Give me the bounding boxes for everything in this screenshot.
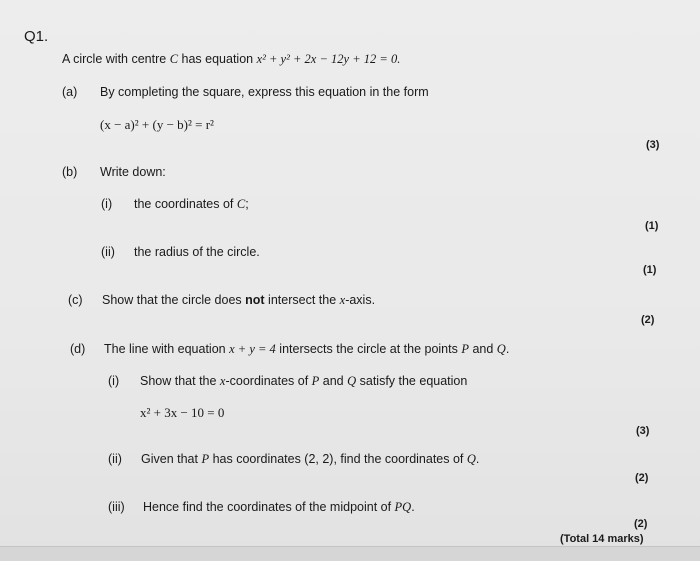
- part-a-form: (x − a)² + (y − b)² = r²: [100, 117, 214, 132]
- part-d-iii-marks: (2): [634, 518, 648, 530]
- part-d-i-pre: Show that the: [140, 374, 220, 388]
- part-b-i-marks: (1): [645, 220, 659, 232]
- intro-pre: A circle with centre: [62, 52, 170, 66]
- part-d-i-label: (i): [108, 374, 120, 388]
- part-c-label: (c): [68, 293, 83, 307]
- part-b-i-text: [134, 197, 249, 212]
- part-b-label: (b): [62, 165, 78, 179]
- intro-mid: has equation: [178, 52, 257, 66]
- part-c-marks: (2): [641, 314, 655, 326]
- part-d-ii-text: [141, 452, 479, 467]
- part-d-i-q: Q: [347, 374, 357, 388]
- part-c-pre: Show that the circle does: [102, 293, 246, 307]
- part-d-i-p: P: [311, 374, 320, 388]
- part-d-p: P: [461, 342, 469, 356]
- part-d-label: (d): [70, 342, 86, 356]
- part-c-text: [102, 293, 375, 308]
- part-d-ii-marks: (2): [635, 472, 649, 484]
- part-b-text: Write down:: [100, 165, 166, 179]
- part-d-i-x: x: [219, 374, 226, 388]
- part-d-ii-p: P: [201, 452, 210, 466]
- part-c-axis: x: [339, 293, 346, 307]
- part-d-i-marks: (3): [636, 425, 650, 437]
- part-d-text: [104, 342, 509, 357]
- total-marks: (Total 14 marks): [560, 533, 644, 545]
- part-d-ii-pre: Given that: [141, 452, 202, 466]
- part-b-ii-label: (ii): [101, 245, 115, 259]
- part-c-post: intersect the: [264, 293, 340, 307]
- part-b-ii-marks: (1): [643, 264, 657, 276]
- part-d-pre: The line with equation: [104, 342, 230, 356]
- question-intro: [62, 52, 400, 67]
- page-bottom-edge: [0, 546, 700, 561]
- part-a-label: (a): [62, 85, 78, 99]
- part-a-text: By completing the square, express this equation in the form: [100, 85, 429, 99]
- part-d-ii-label: (ii): [108, 452, 122, 466]
- part-b-i-pre: the coordinates of: [134, 197, 237, 211]
- part-d-i-and: and: [319, 374, 348, 388]
- part-b-ii-text: the radius of the circle.: [134, 245, 260, 259]
- part-d-i-mid: -coordinates of: [225, 374, 312, 388]
- part-d-iii-label: (iii): [108, 500, 125, 514]
- part-d-iii-pq: PQ: [394, 500, 412, 514]
- part-d-ii-end: .: [475, 452, 480, 466]
- part-d-i-text: [140, 374, 467, 389]
- part-b-i-post: ;: [245, 197, 249, 211]
- part-b-i-var: C: [236, 197, 246, 211]
- part-b-i-label: (i): [101, 197, 113, 211]
- part-d-i-equation: x² + 3x − 10 = 0: [140, 405, 225, 420]
- part-d-iii-pre: Hence find the coordinates of the midpoint of: [143, 500, 395, 514]
- part-a-marks: (3): [646, 139, 660, 151]
- intro-equation: x² + y² + 2x − 12y + 12 = 0.: [256, 52, 401, 66]
- part-c-bold: not: [245, 293, 265, 307]
- part-d-ii-q: Q: [466, 452, 476, 466]
- part-d-i-post: satisfy the equation: [356, 374, 468, 388]
- part-d-mid: intersects the circle at the points: [275, 342, 462, 356]
- part-d-iii-text: [143, 500, 415, 515]
- part-d-line-eq: x + y = 4: [229, 342, 276, 356]
- part-d-end: .: [505, 342, 510, 356]
- question-number: Q1.: [24, 28, 49, 45]
- part-d-ii-mid: has coordinates (2, 2), find the coordinates of: [209, 452, 467, 466]
- part-d-q: Q: [496, 342, 506, 356]
- intro-centre: C: [169, 52, 179, 66]
- part-d-and: and: [468, 342, 497, 356]
- part-d-iii-end: .: [411, 500, 415, 514]
- part-c-end: -axis.: [345, 293, 376, 307]
